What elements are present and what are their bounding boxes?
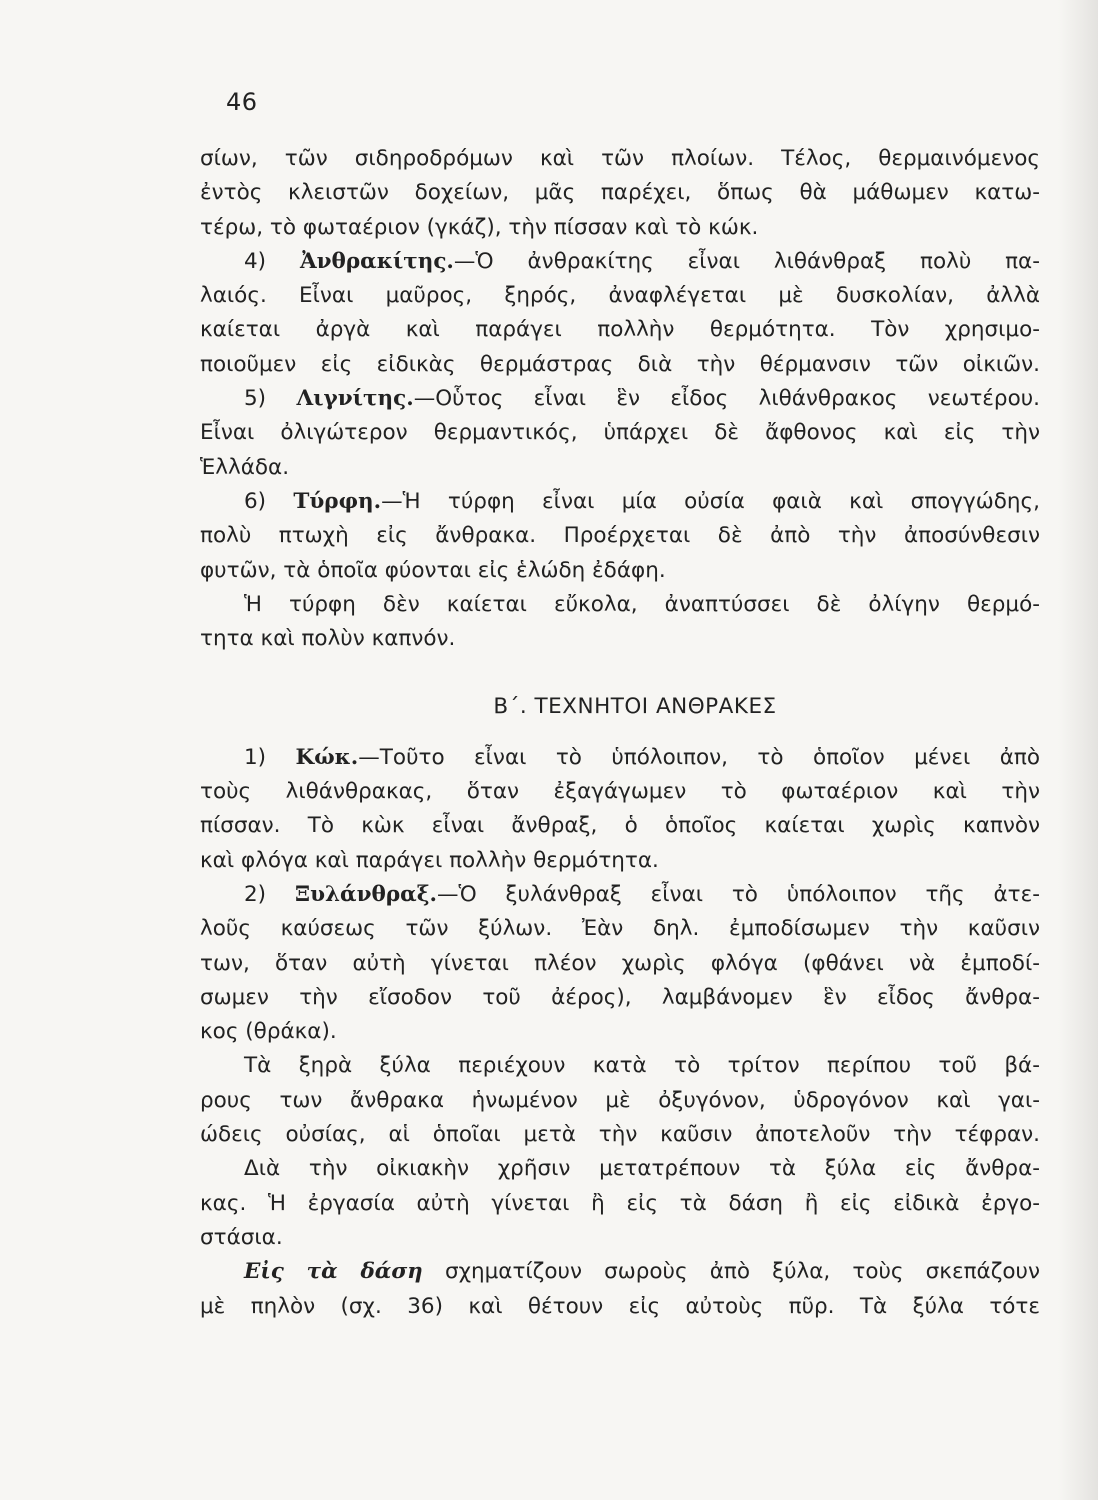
entry-term: Εἰς τὰ δάση [244, 1259, 423, 1285]
entry-number: 4) [244, 248, 267, 274]
text-line: κος (θράκα). [200, 1019, 337, 1045]
text-line: ποιοῦμεν εἰς εἰδικὰς θερμάστρας διὰ τὴν θέρμανσιν τῶν οἰκιῶν. [200, 351, 1040, 377]
text-line: καίεται ἀργὰ καὶ παράγει πολλὴν θερμότητα. Τὸν χρησιμο- [200, 317, 1040, 343]
text-line: ώδεις οὐσίας, αἱ ὁποῖαι μετὰ τὴν καῦσιν ἀποτελοῦν τὴν τέφραν. [200, 1122, 1040, 1148]
text-line: τητα καὶ πολὺν καπνόν. [200, 626, 456, 652]
entry-tyrfi [200, 485, 1040, 519]
text-line: Τὰ ξηρὰ ξύλα περιέχουν κατὰ τὸ τρίτον περίπου τοῦ βά- [244, 1053, 1040, 1079]
entry-term: Ἀνθρακίτης. [299, 248, 454, 274]
text-line: Εἶναι ὀλιγώτερον θερμαντικός, ὑπάρχει δὲ ἄφθονος καὶ εἰς τὴν [200, 420, 1040, 446]
text-line: των, ὅταν αὐτὴ γίνεται πλέον χωρὶς φλόγα (φθάνει νὰ ἐμποδί- [200, 950, 1040, 976]
text-line: Ἡ τύρφη δὲν καίεται εὔκολα, ἀναπτύσσει δὲ ὀλίγην θερμό- [244, 591, 1040, 617]
entry-xylanthrax [200, 878, 1040, 912]
text-line: μὲ πηλὸν (σχ. 36) καὶ θέτουν εἰς αὐτοὺς πῦρ. Τὰ ξύλα τότε [200, 1293, 1040, 1319]
text-line: Ἑλλάδα. [200, 454, 290, 480]
page-number: 46 [226, 88, 258, 116]
text-line: Διὰ τὴν οἰκιακὴν χρῆσιν μετατρέπουν τὰ ξύλα εἰς ἄνθρα- [244, 1156, 1040, 1182]
entry-eis-ta-dasi [200, 1255, 1040, 1289]
page-edge-shadow [1058, 0, 1098, 1500]
entry-number: 6) [244, 488, 267, 514]
entry-text: —Οὗτος εἶναι ἓν εἶδος λιθάνθρακος νεωτέρου. [413, 386, 1040, 412]
text-line: ἐντὸς κλειστῶν δοχείων, μᾶς παρέχει, ὅπως θὰ μάθωμεν κατω- [200, 180, 1040, 206]
text-line: σίων, τῶν σιδηροδρόμων καὶ τῶν πλοίων. Τέλος, θερμαινόμενος [200, 146, 1040, 171]
entry-term: Κώκ. [295, 744, 359, 770]
entry-kok [200, 741, 1040, 775]
entry-term: Τύρφη. [293, 488, 382, 514]
entry-number: 2) [244, 881, 267, 907]
entry-number: 5) [244, 386, 267, 412]
entry-text: —Ἡ τύρφη εἶναι μία οὐσία φαιὰ καὶ σπογγώδης, [381, 488, 1040, 514]
body-text [200, 142, 1040, 1324]
entry-number: 1) [244, 744, 267, 770]
entry-term: Λιγνίτης. [296, 386, 414, 412]
entry-lignitis [200, 382, 1040, 416]
text-line: λοῦς καύσεως τῶν ξύλων. Ἐὰν δηλ. ἐμποδίσωμεν τὴν καῦσιν [200, 916, 1040, 942]
text-line: σωμεν τὴν εἴσοδον τοῦ ἀέρος), λαμβάνομεν ἓν εἶδος ἄνθρα- [200, 984, 1040, 1010]
entry-text: —Τοῦτο εἶναι τὸ ὑπόλοιπον, τὸ ὁποῖον μένει ἀπὸ [358, 744, 1040, 770]
entry-term: Ξυλάνθραξ. [294, 881, 437, 907]
text-line: λαιός. Εἶναι μαῦρος, ξηρός, ἀναφλέγεται μὲ δυσκολίαν, ἀλλὰ [200, 283, 1040, 309]
text-line: τοὺς λιθάνθρακας, ὅταν ἐξαγάγωμεν τὸ φωταέριον καὶ τὴν [200, 779, 1040, 805]
text-line: πολὺ πτωχὴ εἰς ἄνθρακα. Προέρχεται δὲ ἀπὸ τὴν ἀποσύνθεσιν [200, 523, 1040, 549]
entry-text: —Ὁ ξυλάνθραξ εἶναι τὸ ὑπόλοιπον τῆς ἀτε- [436, 881, 1040, 907]
text-line: ρους των ἄνθρακα ἡνωμένον μὲ ὀξυγόνον, ὑδρογόνον καὶ γαι- [200, 1087, 1040, 1113]
section-heading: Β΄. ΤΕΧΝΗΤΟΙ ΑΝΘΡΑΚΕΣ [493, 694, 777, 720]
text-line: στάσια. [200, 1224, 283, 1250]
entry-anthrakitis [200, 245, 1040, 279]
entry-text: σχηματίζουν σωροὺς ἀπὸ ξύλα, τοὺς σκεπάζουν [444, 1259, 1040, 1285]
text-line: πίσσαν. Τὸ κὼκ εἶναι ἄνθραξ, ὁ ὁποῖος καίεται χωρὶς καπνὸν [200, 813, 1040, 839]
text-line: τέρω, τὸ φωταέριον (γκάζ), τὴν πίσσαν καὶ τὸ κώκ. [200, 214, 759, 240]
text-line: καὶ φλόγα καὶ παράγει πολλὴν θερμότητα. [200, 847, 659, 873]
text-line: φυτῶν, τὰ ὁποῖα φύονται εἰς ἑλώδη ἐδάφη. [200, 557, 666, 583]
entry-text: —Ὁ ἀνθρακίτης εἶναι λιθάνθραξ πολὺ πα- [453, 248, 1040, 274]
text-line: κας. Ἡ ἐργασία αὐτὴ γίνεται ἢ εἰς τὰ δάση ἢ εἰς εἰδικὰ ἐργο- [200, 1190, 1040, 1216]
